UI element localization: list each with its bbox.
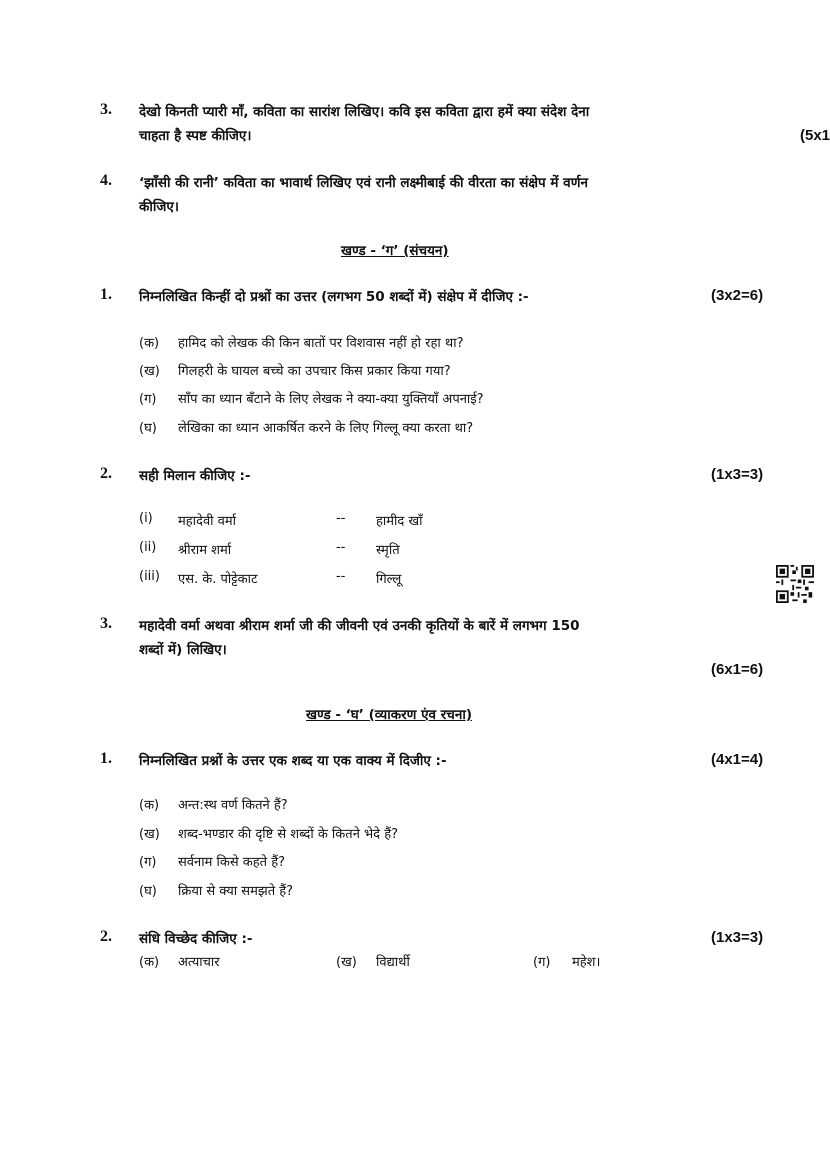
sandhi-word: अत्याचार	[178, 955, 220, 970]
match-left: एस. के. पोट्टेकाट	[178, 572, 258, 587]
question-number: 2.	[100, 465, 112, 482]
question-number: 1.	[100, 750, 112, 767]
sandhi-word: विद्यार्थी	[376, 955, 410, 970]
section-heading: खण्ड - ‘ग’ (संचयन)	[341, 243, 449, 259]
question-number: 2.	[100, 928, 112, 945]
option-text: क्रिया से क्या समझते हैं?	[178, 884, 294, 899]
question-number: 4.	[100, 172, 112, 189]
sandhi-word: महेश।	[572, 955, 601, 970]
qr-code-icon	[776, 565, 814, 603]
question-text: निम्नलिखित प्रश्नों के उत्तर एक शब्द या एक वाक्य में दिजीए :-	[139, 753, 447, 769]
match-left: श्रीराम शर्मा	[178, 543, 232, 558]
marks-label: (1x3=3)	[711, 929, 764, 946]
option-label: (ग)	[139, 855, 157, 870]
match-dash: --	[336, 569, 346, 584]
marks-label: (6x1=6)	[711, 661, 764, 678]
option-text: लेखिका का ध्यान आकर्षित करने के लिए गिल्लू क्या करता था?	[178, 421, 474, 436]
question-text: देखो किनती प्यारी माँ, कविता का सारांश लिखिए। कवि इस कविता द्वारा हमें क्या संदेश देना	[139, 104, 590, 120]
marks-label: (5x1	[800, 127, 830, 144]
question-number: 3.	[100, 615, 112, 632]
sandhi-label: (ग)	[533, 955, 551, 970]
match-dash: --	[336, 511, 346, 526]
option-text: हामिद को लेखक की किन बातों पर विशवास नहीं हो रहा था?	[178, 336, 464, 351]
question-text-cont: शब्दों में) लिखिए।	[139, 642, 227, 658]
match-label: (ii)	[139, 540, 157, 555]
option-text: अन्त:स्थ वर्ण कितने हैं?	[178, 798, 288, 813]
option-label: (क)	[139, 336, 160, 351]
question-text: संधि विच्छेद कीजिए :-	[139, 931, 253, 947]
match-right: गिल्लू	[376, 572, 402, 587]
option-text: सर्वनाम किसे कहते हैं?	[178, 855, 286, 870]
question-text-cont: कीजिए।	[139, 199, 179, 215]
sandhi-label: (ख)	[336, 955, 357, 970]
option-label: (ख)	[139, 364, 160, 379]
marks-label: (3x2=6)	[711, 287, 764, 304]
option-text: साँप का ध्यान बँटाने के लिए लेखक ने क्या-क्या युक्तियाँ अपनाई?	[178, 392, 484, 407]
match-label: (i)	[139, 511, 153, 526]
question-number: 3.	[100, 101, 112, 118]
question-text-cont: चाहता है स्पष्ट कीजिए।	[139, 128, 252, 144]
question-number: 1.	[100, 286, 112, 303]
marks-label: (1x3=3)	[711, 466, 764, 483]
option-text: गिलहरी के घायल बच्चे का उपचार किस प्रकार किया गया?	[178, 364, 451, 379]
question-text: सही मिलान कीजिए :-	[139, 468, 251, 484]
option-label: (घ)	[139, 421, 157, 436]
match-dash: --	[336, 540, 346, 555]
match-right: स्मृति	[376, 543, 400, 558]
match-label: (iii)	[139, 569, 160, 584]
sandhi-label: (क)	[139, 955, 160, 970]
option-label: (घ)	[139, 884, 157, 899]
option-label: (क)	[139, 798, 160, 813]
marks-label: (4x1=4)	[711, 751, 764, 768]
question-text: निम्नलिखित किन्हीं दो प्रश्नों का उत्तर (लगभग 50 शब्दों में) संक्षेप में दीजिए :-	[139, 289, 529, 305]
option-label: (ख)	[139, 827, 160, 842]
question-text: महादेवी वर्मा अथवा श्रीराम शर्मा जी की जीवनी एवं उनकी कृतियों के बारें में लगभग 150	[139, 618, 580, 634]
match-right: हामीद खाँ	[376, 514, 423, 529]
option-label: (ग)	[139, 392, 157, 407]
option-text: शब्द-भण्डार की दृष्टि से शब्दों के कितने भेदे हैं?	[178, 827, 399, 842]
section-heading: खण्ड - ‘घ’ (व्याकरण एंव रचना)	[306, 707, 473, 723]
question-text: ‘झाँसी की रानी’ कविता का भावार्थ लिखिए एवं रानी लक्ष्मीबाई की वीरता का संक्षेप में वर्णन	[139, 175, 588, 191]
match-left: महादेवी वर्मा	[178, 514, 237, 529]
